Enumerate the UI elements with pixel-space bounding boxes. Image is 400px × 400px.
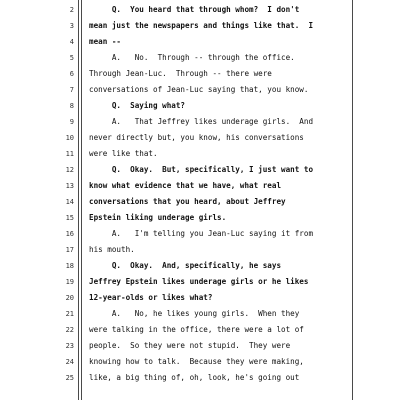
line-number: 2 (69, 6, 74, 14)
transcript-line (0, 162, 400, 178)
transcript-line (0, 18, 400, 34)
answer-text: were talking in the office, there were a lot of (89, 325, 304, 334)
line-number: 15 (65, 214, 74, 222)
line-number: 12 (65, 166, 74, 174)
line-number: 5 (69, 54, 74, 62)
line-number: 17 (65, 246, 74, 254)
transcript-line (0, 322, 400, 338)
question-text: Q. Okay. But, specifically, I just want to (89, 165, 314, 174)
answer-text: A. No, he likes young girls. When they (89, 309, 300, 318)
answer-text: were like that. (89, 149, 158, 158)
answer-text: A. That Jeffrey likes underage girls. And (89, 117, 314, 126)
line-number: 8 (69, 102, 74, 110)
line-number: 7 (69, 86, 74, 94)
transcript-line (0, 290, 400, 306)
line-number: 11 (65, 150, 74, 158)
answer-text: like, a big thing of, oh, look, he's going out (89, 373, 300, 382)
transcript-line (0, 130, 400, 146)
line-number: 9 (69, 118, 74, 126)
answer-text: A. I'm telling you Jean-Luc saying it from (89, 229, 314, 238)
answer-text: his mouth. (89, 245, 135, 254)
line-number: 14 (65, 198, 74, 206)
question-text: Jeffrey Epstein likes underage girls or he likes (89, 277, 309, 286)
transcript-line (0, 306, 400, 322)
question-text: Q. You heard that through whom? I don't (89, 5, 300, 14)
line-number: 3 (69, 22, 74, 30)
transcript-line (0, 370, 400, 386)
line-number: 6 (69, 70, 74, 78)
transcript-line (0, 34, 400, 50)
line-number: 10 (65, 134, 74, 142)
question-text: mean -- (89, 37, 122, 46)
transcript-line (0, 226, 400, 242)
transcript-line (0, 242, 400, 258)
line-number: 19 (65, 278, 74, 286)
transcript-line (0, 210, 400, 226)
line-number: 13 (65, 182, 74, 190)
answer-text: conversations of Jean-Luc saying that, you know. (89, 85, 309, 94)
transcript-line (0, 66, 400, 82)
transcript-line (0, 354, 400, 370)
question-text: Epstein liking underage girls. (89, 213, 227, 222)
line-number: 23 (65, 342, 74, 350)
answer-text: people. So they were not stupid. They were (89, 341, 291, 350)
transcript-line (0, 146, 400, 162)
transcript-line (0, 82, 400, 98)
answer-text: never directly but, you know, his conversations (89, 133, 304, 142)
transcript-line (0, 274, 400, 290)
line-number: 22 (65, 326, 74, 334)
transcript-line (0, 2, 400, 18)
line-number: 4 (69, 38, 74, 46)
question-text: mean just the newspapers and things like that. I (89, 21, 314, 30)
question-text: know what evidence that we have, what real (89, 181, 282, 190)
answer-text: knowing how to talk. Because they were making, (89, 357, 304, 366)
transcript-line (0, 50, 400, 66)
transcript-line (0, 98, 400, 114)
question-text: Q. Saying what? (89, 101, 186, 110)
line-number: 18 (65, 262, 74, 270)
answer-text: Through Jean-Luc. Through -- there were (89, 69, 272, 78)
line-number: 20 (65, 294, 74, 302)
question-text: conversations that you heard, about Jeffrey (89, 197, 286, 206)
answer-text: A. No. Through -- through the office. (89, 53, 295, 62)
line-number: 16 (65, 230, 74, 238)
line-number: 21 (65, 310, 74, 318)
line-number: 24 (65, 358, 74, 366)
transcript-line (0, 258, 400, 274)
transcript-line (0, 194, 400, 210)
transcript-line (0, 178, 400, 194)
question-text: Q. Okay. And, specifically, he says (89, 261, 282, 270)
transcript-line (0, 114, 400, 130)
question-text: 12-year-olds or likes what? (89, 293, 213, 302)
transcript-line (0, 338, 400, 354)
line-number: 25 (65, 374, 74, 382)
